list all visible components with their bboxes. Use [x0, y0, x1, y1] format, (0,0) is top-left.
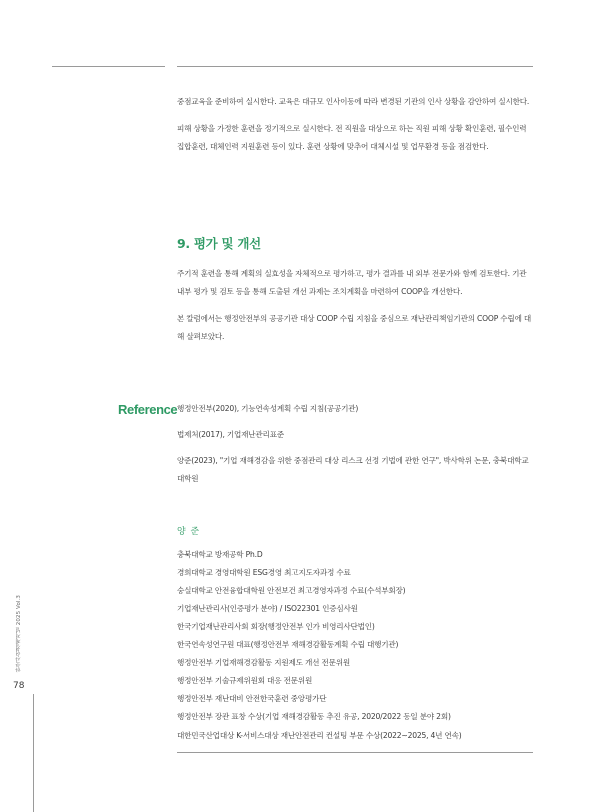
reference-title: Reference — [118, 402, 178, 417]
career-item: 행정안전부 기술규제위원회 대응 전문위원 — [177, 676, 313, 686]
page-number: 78 — [13, 681, 25, 691]
education-item: 기업재난관리사(인증평가 분야) / ISO22301 인증심사원 — [177, 604, 358, 614]
section-paragraph-1: 주기적 훈련을 통해 계획의 실효성을 자체적으로 평가하고, 평가 결과를 내 외부 전문가와 함께 검토한다. 기관 내부 평가 및 검토 등을 통해 도출된 개선 과제는 조치계획을 마련하여 COOP을 개선한다. — [177, 269, 527, 296]
author-career — [177, 618, 537, 745]
section-heading: 9. 평가 및 개선 — [177, 236, 261, 251]
career-item: 행정안전부 기업재해경감활동 지원제도 개선 전문위원 — [177, 658, 350, 668]
author-name: 양 준 — [177, 527, 201, 537]
education-item: 충북대학교 방재공학 Ph.D — [177, 550, 263, 559]
section-paragraph-2: 본 칼럼에서는 행정안전부의 공공기관 대상 COOP 수립 지침을 중심으로 재난관리책임기관의 COOP 수립에 대해 살펴보았다. — [177, 314, 532, 341]
intro-paragraph-2: 피해 상황을 가정한 훈련을 정기적으로 실시한다. 전 직원을 대상으로 하는 직원 피해 상황 확인훈련, 필수인력 집합훈련, 대체인력 지원훈련 등이 있다. 훈련 상황에 맞추어 대체시설 및 업무환경 등을 점검한다. — [177, 124, 527, 151]
reference-item: 행정안전부(2020), 기능연속성계획 수립 지침(공공기관) — [177, 404, 359, 413]
page-divider-line — [33, 694, 34, 812]
education-item: 경희대학교 경영대학원 ESG경영 최고지도자과정 수료 — [177, 568, 351, 578]
author-education — [177, 546, 537, 618]
career-item: 한국기업재난관리사회 회장(행정안전부 인가 비영리사단법인) — [177, 622, 375, 631]
career-item: 한국연속성연구원 대표(행정안전부 재해경감활동계획 수립 대행기관) — [177, 640, 399, 650]
reference-list — [177, 400, 537, 496]
career-item: 행정안전부 장관 표창 수상(기업 재해경감활동 추진 유공, 2020/2022 동일 분야 2회) — [177, 712, 451, 722]
intro-paragraph-1: 중점교육을 준비하여 실시한다. 교육은 대규모 인사이동에 따라 변경된 기관의 인사 상황을 감안하여 실시한다. — [177, 97, 530, 106]
reference-item: 법제처(2017), 기업재난관리표준 — [177, 430, 284, 439]
reference-item: 양준(2023), "기업 재해경감을 위한 중점관리 대상 리스크 선정 기법에 관한 연구", 박사학위 논문, 충북대학교 대학원 — [177, 456, 529, 483]
career-item: 대한민국산업대상 K-서비스대상 재난안전관리 컨설팅 부문 수상(2022~2025, 4년 연속) — [177, 730, 462, 740]
top-rule-right — [177, 66, 533, 67]
section-body — [177, 265, 533, 346]
bottom-rule — [177, 752, 533, 753]
education-item: 숭실대학교 안전융합대학원 안전보건 최고경영자과정 수료(수석부회장) — [177, 586, 406, 596]
top-rule-left — [52, 66, 165, 67]
career-item: 행정안전부 재난대비 안전한국훈련 중앙평가단 — [177, 694, 327, 704]
intro-block — [177, 93, 533, 156]
journal-side-title: 한국산업경제저널 2025 Vol.3 — [16, 595, 22, 672]
